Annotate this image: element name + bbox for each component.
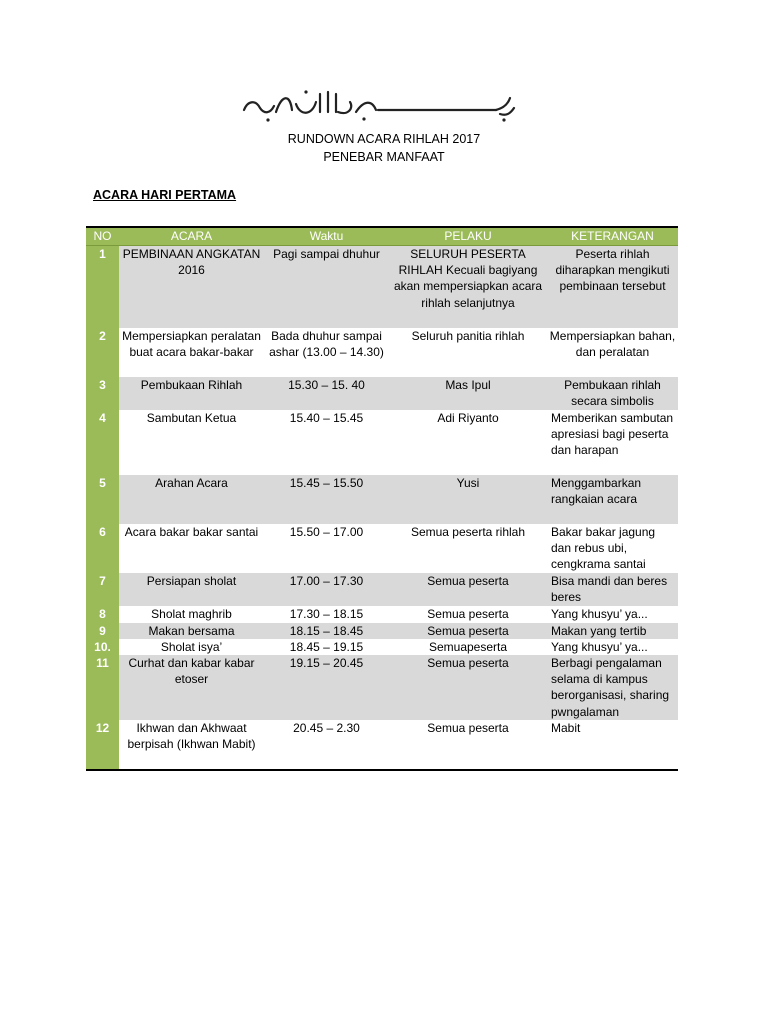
cell-waktu: Bada dhuhur sampai ashar (13.00 – 14.30) (269, 328, 384, 359)
row-number: 3 (86, 377, 119, 410)
table-row (86, 475, 678, 524)
column-header-waktu: Waktu (264, 227, 389, 246)
row-number: 10. (86, 639, 119, 655)
cell-pelaku: Semua peserta rihlah (410, 524, 526, 539)
cell-keterangan: Bakar bakar jagung dan rebus ubi, cengkrama santai (551, 524, 656, 571)
column-header-keterangan: KETERANGAN (547, 227, 678, 246)
cell-keterangan: Peserta rihlah diharapkan mengikuti pembinaan tersebut (547, 246, 678, 328)
cell-pelaku: SELURUH PESERTA RIHLAH Kecuali bagiyang akan mempersiapkan acara rihlah selanjutnya (389, 246, 547, 328)
row-number: 7 (86, 573, 119, 606)
cell-waktu: 17.00 – 17.30 (264, 573, 389, 606)
table-row (86, 655, 678, 720)
cell-keterangan: Pembukaan rihlah secara simbolis (547, 377, 678, 410)
basmala-calligraphy (238, 86, 520, 126)
row-number: 8 (86, 606, 119, 623)
cell-acara: Pembukaan Rihlah (119, 377, 264, 410)
row-number: 11 (86, 655, 119, 720)
cell-waktu: 15.30 – 15. 40 (264, 377, 389, 410)
cell-acara: Ikhwan dan Akhwaat berpisah (Ikhwan Mabit) (127, 720, 256, 752)
cell-pelaku: Semua peserta (389, 623, 547, 639)
cell-acara: Sholat isya’ (160, 639, 223, 654)
row-number: 12 (86, 720, 119, 770)
cell-waktu: 20.45 – 2.30 (293, 720, 360, 735)
cell-pelaku: Semua peserta (427, 606, 509, 621)
cell-waktu: 15.40 – 15.45 (289, 410, 364, 425)
column-header-no: NO (86, 227, 119, 246)
cell-keterangan: Memberikan sambutan apresiasi bagi peserta dan harapan (551, 410, 674, 457)
cell-waktu: 18.15 – 18.45 (264, 623, 389, 639)
cell-waktu: 17.30 – 18.15 (289, 606, 364, 621)
table-row (86, 410, 678, 475)
column-header-pelaku: PELAKU (389, 227, 547, 246)
cell-pelaku: Yusi (389, 475, 547, 524)
cell-pelaku: Semua peserta (389, 573, 547, 606)
row-number: 2 (86, 328, 119, 377)
cell-acara: Arahan Acara (119, 475, 264, 524)
cell-acara: Persiapan sholat (119, 573, 264, 606)
cell-pelaku: Mas Ipul (389, 377, 547, 410)
cell-acara: Sambutan Ketua (146, 410, 237, 425)
row-number: 9 (86, 623, 119, 639)
rundown-table (86, 226, 678, 771)
column-header-acara: ACARA (119, 227, 264, 246)
cell-pelaku: Semua peserta (389, 655, 547, 720)
cell-keterangan: Yang khusyu’ ya... (551, 639, 648, 654)
cell-waktu: Pagi sampai dhuhur (264, 246, 389, 328)
table-header-row (86, 227, 678, 246)
cell-acara: Sholat maghrib (151, 606, 232, 621)
cell-keterangan: Berbagi pengalaman selama di kampus berorganisasi, sharing pwngalaman (547, 655, 678, 720)
row-number: 1 (86, 246, 119, 328)
cell-keterangan: Yang khusyu’ ya... (551, 606, 648, 621)
cell-keterangan: Mabit (551, 720, 581, 735)
cell-keterangan: Bisa mandi dan beres beres (547, 573, 678, 606)
table-row (86, 524, 678, 573)
table-row (86, 328, 678, 377)
table-row (86, 573, 678, 606)
cell-pelaku: Adi Riyanto (437, 410, 499, 425)
table-row (86, 720, 678, 770)
document-subtitle: PENEBAR MANFAAT (323, 150, 445, 164)
cell-waktu: 18.45 – 19.15 (289, 639, 364, 654)
row-number: 4 (86, 410, 119, 475)
cell-acara: Makan bersama (119, 623, 264, 639)
cell-acara: Curhat dan kabar kabar etoser (119, 655, 264, 720)
table-row (86, 377, 678, 410)
cell-pelaku: Semuapeserta (428, 639, 508, 654)
cell-acara: Acara bakar bakar santai (124, 524, 259, 539)
cell-waktu: 15.45 – 15.50 (264, 475, 389, 524)
cell-keterangan: Makan yang tertib (547, 623, 678, 639)
cell-pelaku: Semua peserta (427, 720, 509, 735)
table-row (86, 246, 678, 328)
cell-acara: PEMBINAAN ANGKATAN 2016 (119, 246, 264, 328)
cell-pelaku: Seluruh panitia rihlah (411, 328, 525, 343)
cell-acara: Mempersiapkan peralatan buat acara bakar-bakar (122, 328, 261, 359)
cell-waktu: 15.50 – 17.00 (289, 524, 364, 539)
cell-waktu: 19.15 – 20.45 (264, 655, 389, 720)
row-number: 6 (86, 524, 119, 573)
document-title: RUNDOWN ACARA RIHLAH 2017 (287, 132, 481, 146)
section-heading: ACARA HARI PERTAMA (93, 188, 237, 202)
cell-keterangan: Mempersiapkan bahan, dan peralatan (549, 328, 676, 359)
row-number: 5 (86, 475, 119, 524)
table-row (86, 623, 678, 639)
table-row (86, 639, 678, 655)
cell-keterangan: Menggambarkan rangkaian acara (547, 475, 678, 524)
table-row (86, 606, 678, 623)
